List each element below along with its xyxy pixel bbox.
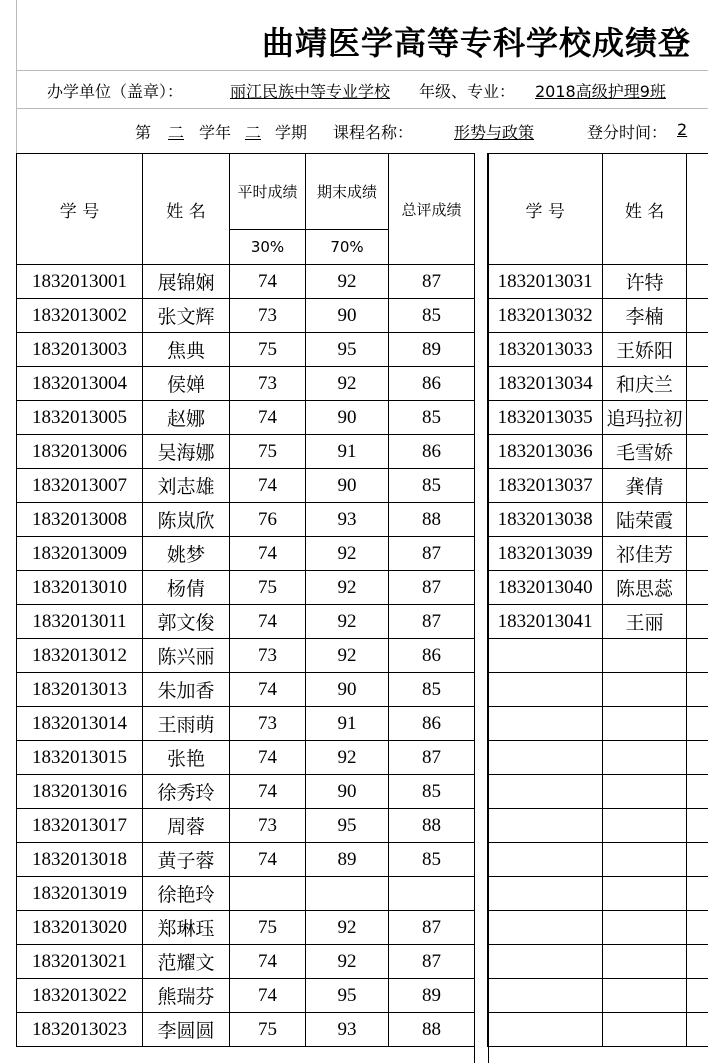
final-score: 92 — [306, 537, 389, 571]
student-id — [488, 673, 603, 707]
header-name: 姓 名 — [143, 154, 230, 265]
usual-score — [686, 435, 708, 469]
student-name: 祁佳芳 — [603, 537, 686, 571]
student-id: 1832013035 — [488, 401, 603, 435]
student-id: 1832013022 — [17, 979, 143, 1013]
student-name: 许特 — [603, 265, 686, 299]
student-id: 1832013017 — [17, 809, 143, 843]
term-value: 二 — [244, 123, 261, 142]
table-row — [488, 639, 708, 673]
total-score: 89 — [389, 333, 475, 367]
student-name: 侯婵 — [143, 367, 230, 401]
usual-score: 75 — [230, 571, 306, 605]
final-score: 90 — [306, 673, 389, 707]
final-score: 90 — [306, 469, 389, 503]
student-name: 龚倩 — [603, 469, 686, 503]
table-row — [488, 979, 708, 1013]
student-name: 吴海娜 — [143, 435, 230, 469]
usual-score — [686, 333, 708, 367]
usual-score: 73 — [230, 367, 306, 401]
table-row — [488, 707, 708, 741]
total-score: 85 — [389, 299, 475, 333]
student-id: 1832013010 — [17, 571, 143, 605]
student-id: 1832013016 — [17, 775, 143, 809]
student-id: 1832013031 — [488, 265, 603, 299]
student-id: 1832013009 — [17, 537, 143, 571]
student-name — [603, 979, 686, 1013]
title-bar — [16, 0, 708, 70]
final-score: 89 — [306, 843, 389, 877]
table-row — [17, 979, 475, 1013]
usual-score — [230, 877, 306, 911]
usual-score: 74 — [230, 979, 306, 1013]
table-row — [17, 775, 475, 809]
student-id — [488, 979, 603, 1013]
table-row — [488, 537, 708, 571]
usual-score: 75 — [230, 911, 306, 945]
final-score: 92 — [306, 741, 389, 775]
usual-score: 73 — [230, 299, 306, 333]
total-score: 87 — [389, 945, 475, 979]
table-row — [17, 741, 475, 775]
table-row — [17, 367, 475, 401]
table-row — [17, 809, 475, 843]
usual-score — [686, 503, 708, 537]
student-id — [488, 945, 603, 979]
table-row — [17, 605, 475, 639]
student-name: 朱加香 — [143, 673, 230, 707]
usual-score — [686, 877, 708, 911]
student-id: 1832013019 — [17, 877, 143, 911]
table-row — [488, 571, 708, 605]
left-grade-table — [16, 153, 475, 1047]
student-id: 1832013039 — [488, 537, 603, 571]
final-score: 95 — [306, 333, 389, 367]
student-name: 和庆兰 — [603, 367, 686, 401]
table-row — [488, 367, 708, 401]
student-name — [603, 741, 686, 775]
student-name: 李楠 — [603, 299, 686, 333]
usual-score — [686, 299, 708, 333]
total-score: 88 — [389, 809, 475, 843]
table-row — [17, 435, 475, 469]
usual-score: 74 — [230, 605, 306, 639]
student-name — [603, 639, 686, 673]
header-final-pct: 70% — [306, 230, 389, 265]
student-name: 陆荣霞 — [603, 503, 686, 537]
student-name — [603, 911, 686, 945]
final-score: 91 — [306, 707, 389, 741]
table-row — [17, 673, 475, 707]
table-row — [488, 673, 708, 707]
student-name: 周蓉 — [143, 809, 230, 843]
table-row — [17, 401, 475, 435]
usual-score — [686, 979, 708, 1013]
student-name — [603, 877, 686, 911]
final-score: 93 — [306, 503, 389, 537]
usual-score: 73 — [230, 639, 306, 673]
table-row — [488, 435, 708, 469]
student-id: 1832013036 — [488, 435, 603, 469]
student-id: 1832013040 — [488, 571, 603, 605]
student-id: 1832013004 — [17, 367, 143, 401]
table-row — [488, 775, 708, 809]
student-name: 展锦娴 — [143, 265, 230, 299]
header-total: 总评成绩 — [389, 154, 475, 265]
final-score — [306, 877, 389, 911]
course-label: 课程名称： — [333, 123, 414, 142]
student-id: 1832013033 — [488, 333, 603, 367]
usual-score: 73 — [230, 809, 306, 843]
total-score: 87 — [389, 605, 475, 639]
student-id: 1832013034 — [488, 367, 603, 401]
total-score: 85 — [389, 673, 475, 707]
total-score: 85 — [389, 469, 475, 503]
student-name: 陈兴丽 — [143, 639, 230, 673]
total-score: 87 — [389, 537, 475, 571]
student-id: 1832013013 — [17, 673, 143, 707]
table-row — [488, 945, 708, 979]
total-score: 87 — [389, 741, 475, 775]
table-row — [488, 877, 708, 911]
table-row — [17, 265, 475, 299]
usual-score: 74 — [230, 945, 306, 979]
usual-score — [686, 605, 708, 639]
total-score: 86 — [389, 707, 475, 741]
usual-score: 74 — [230, 843, 306, 877]
usual-score — [686, 1013, 708, 1047]
table-row — [17, 1013, 475, 1047]
student-name: 毛雪娇 — [603, 435, 686, 469]
student-id: 1832013038 — [488, 503, 603, 537]
table-row — [17, 571, 475, 605]
table-row — [488, 1013, 708, 1047]
right-table-body — [488, 265, 708, 1047]
usual-score — [686, 911, 708, 945]
student-id: 1832013012 — [17, 639, 143, 673]
usual-score — [686, 367, 708, 401]
student-id: 1832013007 — [17, 469, 143, 503]
table-row — [488, 503, 708, 537]
unit-value: 丽江民族中等专业学校 — [230, 82, 391, 101]
student-name — [603, 673, 686, 707]
student-id: 1832013003 — [17, 333, 143, 367]
student-id — [488, 639, 603, 673]
table-row — [488, 843, 708, 877]
student-id: 1832013015 — [17, 741, 143, 775]
student-id: 1832013032 — [488, 299, 603, 333]
student-name: 陈思蕊 — [603, 571, 686, 605]
total-score: 85 — [389, 775, 475, 809]
student-name: 熊瑞芬 — [143, 979, 230, 1013]
usual-score — [686, 673, 708, 707]
usual-score: 74 — [230, 469, 306, 503]
table-row — [488, 333, 708, 367]
final-score: 90 — [306, 299, 389, 333]
course-value: 形势与政策 — [454, 123, 535, 142]
student-name: 黄子蓉 — [143, 843, 230, 877]
usual-score — [686, 741, 708, 775]
usual-score: 75 — [230, 435, 306, 469]
student-id: 1832013002 — [17, 299, 143, 333]
student-id — [488, 741, 603, 775]
final-score: 92 — [306, 265, 389, 299]
final-score: 91 — [306, 435, 389, 469]
student-id: 1832013014 — [17, 707, 143, 741]
table-row — [17, 911, 475, 945]
student-name: 杨倩 — [143, 571, 230, 605]
student-name: 陈岚欣 — [143, 503, 230, 537]
table-row — [17, 503, 475, 537]
student-id: 1832013011 — [17, 605, 143, 639]
total-score: 89 — [389, 979, 475, 1013]
time-label: 登分时间： — [587, 123, 668, 142]
term-label: 学期 — [275, 123, 308, 142]
student-name: 张艳 — [143, 741, 230, 775]
total-score: 88 — [389, 503, 475, 537]
student-name — [603, 707, 686, 741]
total-score: 88 — [389, 1013, 475, 1047]
final-score: 90 — [306, 775, 389, 809]
student-id: 1832013006 — [17, 435, 143, 469]
final-score: 92 — [306, 367, 389, 401]
table-row — [488, 299, 708, 333]
student-name: 王娇阳 — [603, 333, 686, 367]
student-name: 王雨萌 — [143, 707, 230, 741]
table-row — [17, 843, 475, 877]
table-row — [17, 707, 475, 741]
usual-score — [686, 265, 708, 299]
student-name: 郑琳珏 — [143, 911, 230, 945]
usual-score — [686, 843, 708, 877]
table-row — [488, 265, 708, 299]
table-row — [488, 605, 708, 639]
final-score: 92 — [306, 571, 389, 605]
year-value: 二 — [167, 123, 184, 142]
student-name — [603, 945, 686, 979]
table-row — [17, 945, 475, 979]
usual-score — [686, 707, 708, 741]
usual-score — [686, 775, 708, 809]
usual-score: 74 — [230, 673, 306, 707]
info-row-unit — [16, 70, 708, 108]
student-name — [603, 1013, 686, 1047]
table-row — [488, 911, 708, 945]
total-score: 86 — [389, 435, 475, 469]
student-id: 1832013023 — [17, 1013, 143, 1047]
usual-score — [686, 639, 708, 673]
student-id: 1832013005 — [17, 401, 143, 435]
grade-value: 2018高级护理9班 — [535, 82, 666, 101]
student-id: 1832013001 — [17, 265, 143, 299]
header-id-right: 学 号 — [488, 154, 603, 265]
usual-score — [686, 537, 708, 571]
unit-label: 办学单位（盖章）： — [47, 82, 184, 101]
student-id — [488, 877, 603, 911]
year-label: 学年 — [199, 123, 232, 142]
usual-score: 76 — [230, 503, 306, 537]
student-id: 1832013037 — [488, 469, 603, 503]
student-name: 王丽 — [603, 605, 686, 639]
grade-label: 年级、专业： — [419, 82, 516, 101]
student-name: 刘志雄 — [143, 469, 230, 503]
usual-score: 74 — [230, 265, 306, 299]
term-prefix: 第 — [135, 123, 152, 142]
page-title: 曲靖医学高等专科学校成绩登 — [262, 24, 692, 62]
table-row — [17, 469, 475, 503]
usual-score: 74 — [230, 537, 306, 571]
usual-score: 74 — [230, 741, 306, 775]
student-id: 1832013008 — [17, 503, 143, 537]
final-score: 95 — [306, 979, 389, 1013]
total-score: 85 — [389, 843, 475, 877]
table-row — [17, 333, 475, 367]
usual-score — [686, 469, 708, 503]
student-id — [488, 911, 603, 945]
student-name: 张文辉 — [143, 299, 230, 333]
student-name: 李圆圆 — [143, 1013, 230, 1047]
usual-score: 74 — [230, 401, 306, 435]
student-name: 姚梦 — [143, 537, 230, 571]
total-score: 87 — [389, 265, 475, 299]
table-row — [17, 299, 475, 333]
header-usual: 平时成绩 — [230, 154, 306, 230]
student-name: 徐艳玲 — [143, 877, 230, 911]
table-row — [488, 401, 708, 435]
student-id: 1832013020 — [17, 911, 143, 945]
right-grade-table — [487, 153, 708, 1047]
table-row — [17, 537, 475, 571]
header-name-right: 姓 名 — [603, 154, 686, 265]
usual-score: 75 — [230, 1013, 306, 1047]
student-id: 1832013041 — [488, 605, 603, 639]
student-id — [488, 809, 603, 843]
table-row — [488, 741, 708, 775]
table-row — [17, 877, 475, 911]
student-name: 赵娜 — [143, 401, 230, 435]
left-table-body — [17, 265, 475, 1047]
final-score: 92 — [306, 639, 389, 673]
info-row-term — [16, 108, 708, 153]
student-name — [603, 843, 686, 877]
header-usual-pct: 30% — [230, 230, 306, 265]
total-score: 86 — [389, 367, 475, 401]
final-score: 92 — [306, 911, 389, 945]
usual-score: 75 — [230, 333, 306, 367]
final-score: 92 — [306, 605, 389, 639]
student-name: 焦典 — [143, 333, 230, 367]
table-row — [488, 469, 708, 503]
student-id — [488, 775, 603, 809]
usual-score: 74 — [230, 775, 306, 809]
total-score: 87 — [389, 911, 475, 945]
table-row — [17, 639, 475, 673]
student-name: 追玛拉初 — [603, 401, 686, 435]
total-score: 86 — [389, 639, 475, 673]
usual-score — [686, 945, 708, 979]
student-id — [488, 1013, 603, 1047]
student-id — [488, 707, 603, 741]
final-score: 93 — [306, 1013, 389, 1047]
total-score: 87 — [389, 571, 475, 605]
final-score: 90 — [306, 401, 389, 435]
student-id — [488, 843, 603, 877]
total-score — [389, 877, 475, 911]
header-usual-right — [686, 154, 708, 265]
usual-score: 73 — [230, 707, 306, 741]
student-name — [603, 775, 686, 809]
final-score: 92 — [306, 945, 389, 979]
usual-score — [686, 571, 708, 605]
student-name: 范耀文 — [143, 945, 230, 979]
table-row — [488, 809, 708, 843]
student-id: 1832013018 — [17, 843, 143, 877]
student-id: 1832013021 — [17, 945, 143, 979]
header-final: 期末成绩 — [306, 154, 389, 230]
time-value: 2 — [677, 120, 688, 139]
usual-score — [686, 401, 708, 435]
header-id: 学 号 — [17, 154, 143, 265]
total-score: 85 — [389, 401, 475, 435]
student-name: 徐秀玲 — [143, 775, 230, 809]
usual-score — [686, 809, 708, 843]
student-name — [603, 809, 686, 843]
student-name: 郭文俊 — [143, 605, 230, 639]
final-score: 95 — [306, 809, 389, 843]
